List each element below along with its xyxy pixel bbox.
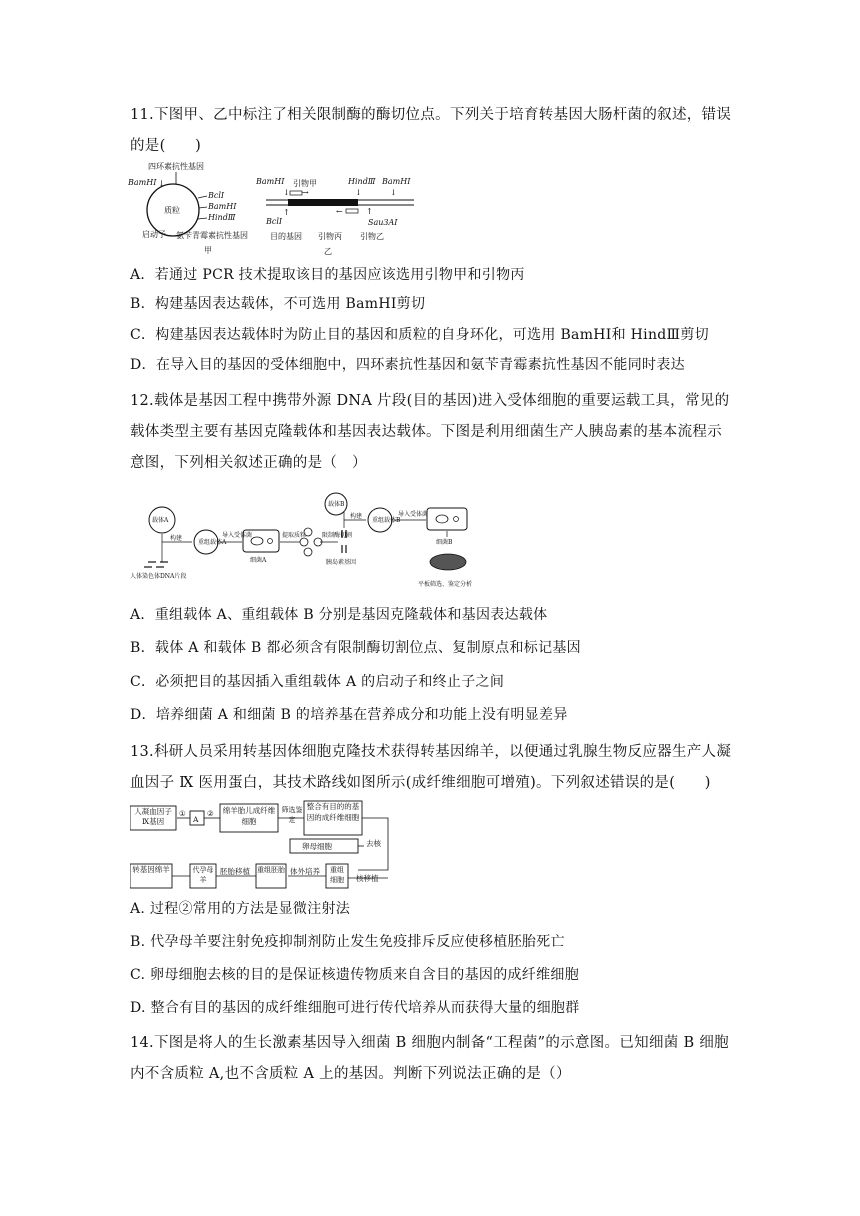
q11-option-b: B．构建基因表达载体，不可选用 BamHⅠ剪切 <box>130 296 426 312</box>
svg-text:↑: ↑ <box>366 207 373 216</box>
recombinant-cell-box: 重组细胞 <box>330 866 344 884</box>
jia-label: 甲 <box>204 246 212 255</box>
bamhi-right-label: BamHⅠ <box>208 202 237 211</box>
q11-option-d: D．在导入目的基因的受体细胞中，四环素抗性基因和氨苄青霉素抗性基因不能同时表达 <box>130 357 685 373</box>
q12-option-a: A．重组载体 A、重组载体 B 分别是基因克隆载体和基因表达载体 <box>130 607 548 623</box>
recomb-a-label: 重组载体A <box>198 539 227 546</box>
q13-stem: 13.科研人员采用转基因体细胞克隆技术获得转基因绵羊，以便通过乳腺生物反应器生产人凝血因子 Ⅸ 医用蛋白，其技术路线如图所示(成纤维细胞可增殖)。下列叙述错误的是( ) <box>130 744 732 791</box>
enucleate-label: 去核 <box>366 839 381 848</box>
plasmid-label: 质粒 <box>164 206 180 215</box>
step1-label: ① <box>179 809 186 818</box>
primer-yi-label: 引物乙 <box>360 232 384 241</box>
surrogate-box: 代孕母羊 <box>192 866 214 884</box>
nuclear-transfer-label: 核移植 <box>356 874 379 883</box>
q13-option-c: C. 卵母细胞去核的目的是保证核遗传物质来自含目的基因的成纤维细胞 <box>130 967 580 983</box>
q13-option-b: B. 代孕母羊要注射免疫抑制剂防止发生免疫排斥反应使移植胚胎死亡 <box>130 934 565 950</box>
left-bamhi-label: BamHⅠ <box>128 178 157 187</box>
dna-bamhi-left: BamHⅠ <box>256 177 285 186</box>
svg-text:→: → <box>302 188 309 197</box>
q12-option-c: C．必须把目的基因插入重组载体 A 的启动子和终止子之间 <box>130 674 505 690</box>
human-dna-label: 人体染色体DNA片段 <box>130 573 187 580</box>
construct2-label: 构建 <box>350 513 363 520</box>
human-factor-box: 人凝血因子Ⅸ基因 <box>134 807 172 826</box>
transgenic-sheep-box: 转基因绵羊 <box>132 865 170 874</box>
screen-label: 平板筛选、鉴定分析 <box>418 581 473 588</box>
dna-primer-jia: 引物甲 <box>293 179 317 188</box>
yi-label: 乙 <box>324 247 332 256</box>
q11-stem: 11.下图甲、乙中标注了相关限制酶的酶切位点。下列关于培育转基因大肠杆菌的叙述，错误的是( ) <box>130 107 732 154</box>
dna-bcli: BclⅠ <box>266 217 283 226</box>
extract-label: 提取质粒 <box>282 532 307 539</box>
amp-gene-label: 氨苄青霉素抗性基因 <box>176 231 248 240</box>
in-vitro-label: 体外培养 <box>290 867 320 876</box>
import1-label: 导入受体菌 <box>222 532 253 539</box>
q11-option-a: A．若通过 PCR 技术提取该目的基因应该选用引物甲和引物丙 <box>130 267 525 283</box>
recombinant-embryo-box: 重组胚胎 <box>257 866 285 874</box>
q12-stem: 12.载体是基因工程中携带外源 DNA 片段(目的基因)进入受体细胞的重要运载工具，常见的载体类型主要有基因克隆载体和基因表达载体。下图是利用细菌生产人胰岛素的基本流程示意图，下列相关叙述正确的是（ ） <box>130 393 730 471</box>
bacteria-a-label: 细菌A <box>250 557 267 564</box>
q12-option-b: B．载体 A 和载体 B 都必须含有限制酶切割位点、复制原点和标记基因 <box>130 640 581 656</box>
oocyte-label: 卵母细胞 <box>302 842 332 851</box>
q13-option-d: D. 整合有目的基因的成纤维细胞可进行传代培养从而获得大量的细胞群 <box>130 1000 580 1016</box>
a-box-label: A <box>193 815 199 824</box>
bcli-label: BclⅠ <box>208 191 225 200</box>
target-gene-label: 目的基因 <box>270 232 302 241</box>
dna-sau3a: Sau3AⅠ <box>368 218 398 227</box>
q13-option-a: A. 过程②常用的方法是显微注射法 <box>130 901 351 917</box>
svg-text:↓: ↓ <box>390 188 397 197</box>
import2-label: 导入受体菌 <box>398 511 429 518</box>
q11-figure <box>128 158 428 262</box>
q14-stem: 14.下图是将人的生长激素基因导入细菌 B 细胞内制备“工程菌”的示意图。已知细菌 B 细胞内不含质粒 A,也不含质粒 A 上的基因。判断下列说法正确的是（） <box>130 1035 729 1082</box>
hindiii-label: HindⅢ <box>208 213 236 222</box>
q12-option-d: D．培养细菌 A 和细菌 B 的培养基在营养成分和功能上没有明显差异 <box>130 707 568 723</box>
dna-bamhi-right: BamHⅠ <box>382 177 411 186</box>
promoter-label: 启动子 <box>142 230 166 239</box>
svg-text:↓: ↓ <box>158 179 165 188</box>
svg-text:↓: ↓ <box>355 188 362 197</box>
svg-text:←: ← <box>336 207 343 216</box>
svg-text:↓: ↓ <box>283 188 290 197</box>
embryo-transfer-label: 胚胎移植 <box>220 867 250 876</box>
primer-bing-label: 引物丙 <box>318 232 342 241</box>
q12-figure <box>130 490 490 592</box>
vector-a-label: 载体A <box>152 517 169 524</box>
q13-figure <box>130 800 395 892</box>
fibroblast-box: 绵羊胎儿成纤维细胞 <box>222 806 276 826</box>
target-gene-block <box>288 199 358 206</box>
bacteria-b-label: 细菌B <box>436 539 453 546</box>
q11-option-c: C．构建基因表达载体时为防止目的基因和质粒的自身环化，可选用 BamHⅠ和 HindⅢ剪切 <box>130 327 709 343</box>
svg-text:↑: ↑ <box>283 208 290 217</box>
integrated-box: 整合有目的的基因的成纤维细胞 <box>306 802 360 822</box>
vector-b-label: 载体B <box>328 501 345 508</box>
step2-label: ② <box>207 809 214 818</box>
dna-hindiii: HindⅢ <box>348 177 376 186</box>
recomb-b-label: 重组载体B <box>372 517 401 524</box>
tet-gene-label: 四环素抗性基因 <box>148 162 204 171</box>
cut-label: 限制酶切割 <box>322 532 353 539</box>
insulin-gene-label: 胰岛素基因 <box>326 559 357 566</box>
screen-label: 筛选鉴定 <box>281 806 303 824</box>
construct1-label: 构建 <box>170 535 183 542</box>
